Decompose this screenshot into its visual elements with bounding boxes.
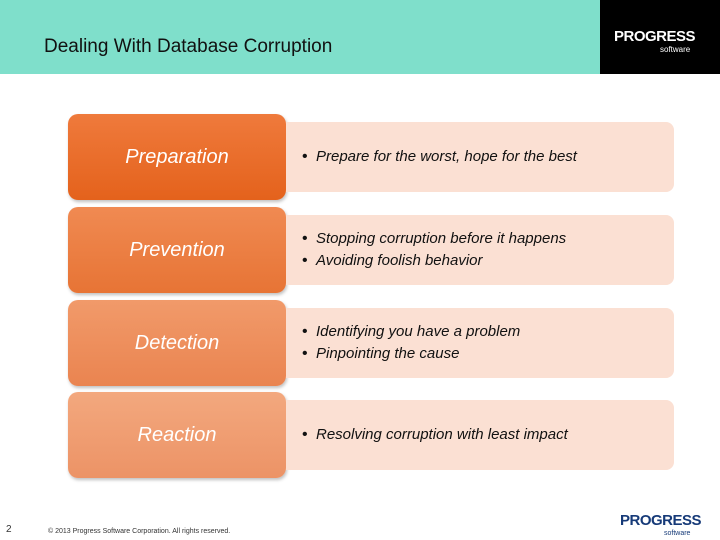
phase-description [286,400,674,470]
phase-description [286,308,674,378]
footer-logo-subtext: software [664,530,691,537]
phase-label-box [68,392,286,478]
phase-description [286,122,674,192]
phase-label-box [68,114,286,200]
phase-label: Prevention [129,238,225,261]
bullet-item: • Identifying you have a problem [302,323,521,340]
bullet-item: • Prepare for the worst, hope for the best [302,148,577,165]
phase-label-box [68,207,286,293]
phase-row-reaction [0,392,720,478]
slide-title: Dealing With Database Corruption [44,36,333,57]
phase-label: Detection [134,331,220,354]
phase-description [286,215,674,285]
bullet-item: • Resolving corruption with least impact [302,426,568,443]
phase-label: Reaction [137,423,217,446]
phase-row-prevention [0,207,720,293]
copyright-text: © 2013 Progress Software Corporation. All rights reserved. [48,528,231,535]
header-logo [600,0,720,74]
footer-logo: PROGRESS [620,512,702,529]
bullet-item: • Stopping corruption before it happens [302,230,567,247]
bullet-item: • Avoiding foolish behavior [302,252,483,269]
title-bar [0,0,600,74]
phase-row-detection [0,300,720,386]
logo-wordmark: PROGRESS [614,28,696,45]
bullet-item: • Pinpointing the cause [302,345,460,362]
phase-row-preparation [0,114,720,200]
phase-label: Preparation [125,145,229,168]
phase-label-box [68,300,286,386]
page-number: 2 [6,524,12,535]
logo-subtext: software [660,45,691,54]
